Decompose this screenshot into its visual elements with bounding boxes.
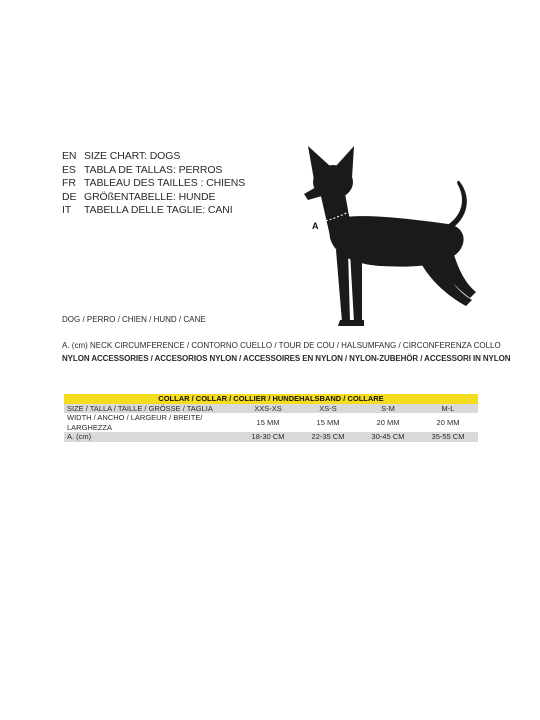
lang-code: EN [62,150,77,162]
table-row [64,432,478,442]
table-header [64,394,478,404]
lang-title: TABLEAU DES TAILLES : CHIENS [84,177,246,189]
size-table [64,394,478,442]
table-cell: XXS-XS [238,404,298,414]
lang-code: IT [62,204,72,216]
nylon-accessories-line: NYLON ACCESSORIES / ACCESORIOS NYLON / ACCESSOIRES EN NYLON / NYLON-ZUBEHÖR / ACCESSORI IN NYLON [62,354,511,363]
table-cell: 22-35 CM [298,432,358,442]
row-label: SIZE / TALLA / TAILLE / GRÖSSE / TAGLIA [64,404,238,414]
table-cell: 20 MM [418,413,478,432]
neck-circumference-line: A. (cm) NECK CIRCUMFERENCE / CONTORNO CUELLO / TOUR DE COU / HALSUMFANG / CIRCONFERENZA COLLO [62,341,501,350]
lang-title: GRÖßENTABELLE: HUNDE [84,190,216,203]
table-cell: 18-30 CM [238,432,298,442]
row-label: A. (cm) [64,432,238,442]
table-cell: 15 MM [238,413,298,432]
lang-title: TABELLA DELLE TAGLIE: CANI [84,204,233,216]
lang-code: DE [62,190,77,203]
table-cell: 20 MM [358,413,418,432]
lang-row-en [62,150,245,164]
lang-row-de [62,191,245,205]
table-cell: XS-S [298,404,358,414]
table-cell: 30-45 CM [358,432,418,442]
language-list [62,150,245,218]
lang-row-es [62,164,245,178]
table-cell: M-L [418,404,478,414]
table-row [64,404,478,414]
dog-languages-line: DOG / PERRO / CHIEN / HUND / CANE [62,315,206,324]
lang-code: FR [62,177,76,189]
row-label: WIDTH / ANCHO / LARGEUR / BREITE/ LARGHEZZA [64,413,238,432]
lang-title: TABLA DE TALLAS: PERROS [84,163,223,176]
measure-marker-a: A [312,221,319,231]
table-row [64,413,478,432]
lang-title: SIZE CHART: DOGS [84,150,181,162]
table-cell: 15 MM [298,413,358,432]
table-cell: 35-55 CM [418,432,478,442]
lang-row-fr [62,177,245,191]
table-cell: S-M [358,404,418,414]
dog-silhouette-icon [300,140,490,330]
table-header-title: COLLAR / COLLAR / COLLIER / HUNDEHALSBAND / COLLARE [64,394,478,404]
lang-code: ES [62,163,76,176]
lang-row-it [62,204,245,218]
